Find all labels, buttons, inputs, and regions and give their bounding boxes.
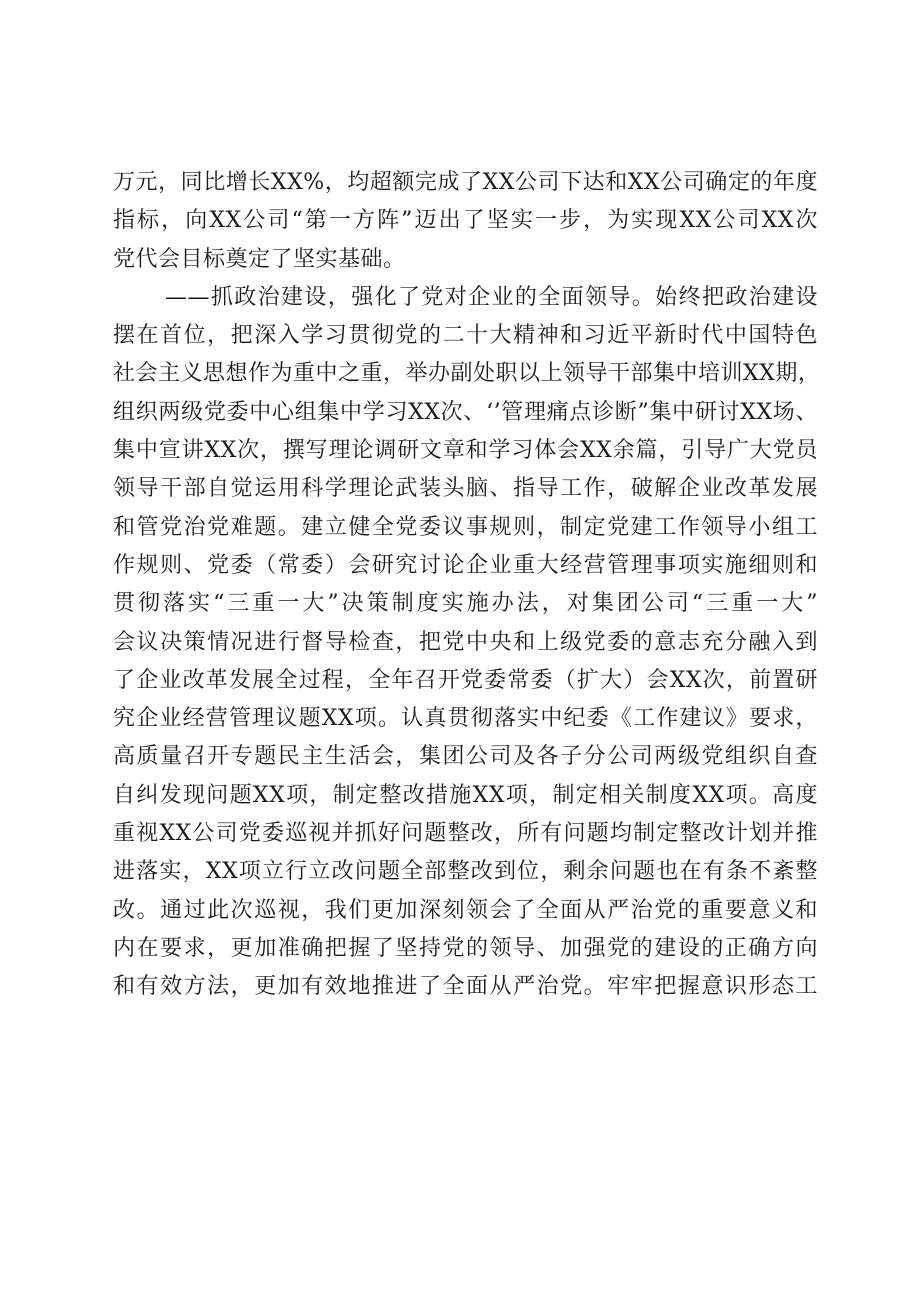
text-line: 究企业经营管理议题XX项。认真贯彻落实中纪委《工作建议》要求， [113, 706, 818, 732]
text-line: 自纠发现问题XX项，制定整改措施XX项，制定相关制度XX项。高度 [113, 782, 818, 808]
document-body [113, 164, 821, 1007]
text-line: 改。通过此次巡视，我们更加深刻领会了全面从严治党的重要意义和 [113, 897, 818, 923]
text-line: ——抓政治建设，强化了党对企业的全面领导。始终把政治建设 [165, 284, 818, 310]
text-line: 内在要求，更加准确把握了坚持党的领导、加强党的建设的正确方向 [113, 935, 818, 961]
text-line: 了企业改革发展全过程，全年召开党委常委（扩大）会XX次，前置研 [113, 667, 818, 693]
text-line: 作规则、党委（常委）会研究讨论企业重大经营管理事项实施细则和 [113, 552, 818, 578]
text-line: 领导干部自觉运用科学理论武装头脑、指导工作，破解企业改革发展 [113, 476, 818, 502]
text-line: 进落实，XX项立行立改问题全部整改到位，剩余问题也在有条不紊整 [113, 859, 818, 885]
text-line: 和有效方法，更加有效地推进了全面从严治党。牢牢把握意识形态工 [113, 974, 818, 1000]
text-line: 万元，同比增长XX%，均超额完成了XX公司下达和XX公司确定的年度 [113, 170, 818, 195]
text-line: 摆在首位，把深入学习贯彻党的二十大精神和习近平新时代中国特色 [113, 323, 818, 349]
text-line: 集中宣讲XX次，撰写理论调研文章和学习体会XX余篇，引导广大党员 [113, 438, 818, 464]
text-line: 和管党治党难题。建立健全党委议事规则，制定党建工作领导小组工 [113, 514, 818, 540]
text-line: 重视XX公司党委巡视并抓好问题整改，所有问题均制定整改计划并推 [113, 821, 818, 847]
text-line: 指标，向XX公司“第一方阵”迈出了坚实一步，为实现XX公司XX次 [113, 208, 818, 234]
text-line: 会议决策情况进行督导检查，把党中央和上级党委的意志充分融入到 [113, 629, 818, 655]
text-line: 社会主义思想作为重中之重，举办副处职以上领导干部集中培训XX期， [113, 361, 821, 387]
paragraph-1 [113, 164, 818, 279]
paragraph-2 [113, 279, 821, 1007]
text-line: 贯彻落实“三重一大”决策制度实施办法，对集团公司“三重一大” [113, 591, 818, 617]
text-line: 党代会目标奠定了坚实基础。 [113, 246, 406, 272]
text-line: 高质量召开专题民主生活会，集团公司及各子分公司两级党组织自查 [113, 744, 818, 770]
text-line: 组织两级党委中心组集中学习XX次、‘’管理痛点诊断”集中研讨XX场、 [113, 399, 818, 425]
